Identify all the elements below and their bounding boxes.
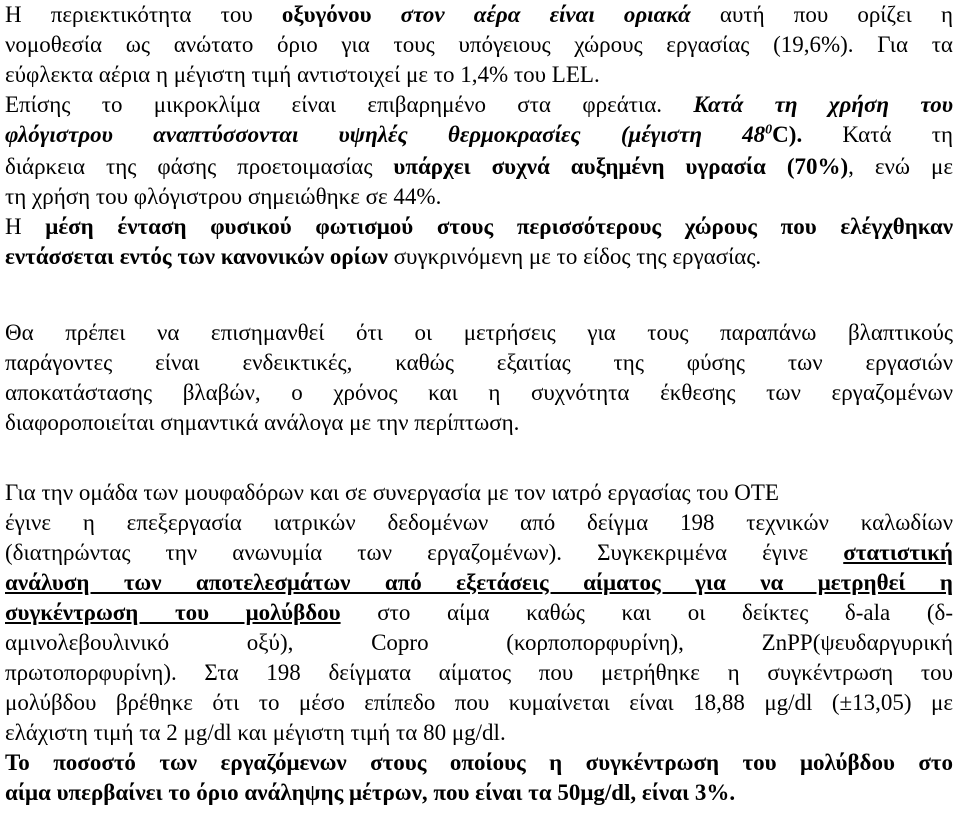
- text-line: [5, 658, 953, 688]
- text-segment: φλόγιστρου αναπτύσσονται υψηλές θερμοκρασίες (μέγιστη 48: [5, 122, 766, 147]
- text-segment: [372, 2, 401, 27]
- superscript: 0: [765, 122, 773, 138]
- text-line: [5, 538, 953, 568]
- text-segment: μέση ένταση φυσικού φωτισμού στους περισσότερους χώρους που ελέγχθηκαν: [45, 214, 953, 239]
- text-segment: νομοθεσία ως ανώτατο όριο για τους υπόγειους χώρους εργασίας (19,6%). Για τα: [5, 32, 953, 57]
- text-line: [5, 478, 953, 508]
- text-segment: πρωτοπορφυρίνη). Στα 198 δείγματα αίματος που μετρήθηκε η συγκέντρωση του: [5, 660, 953, 685]
- text-segment: αίμα υπερβαίνει το όριο ανάληψης μέτρων, που είναι τα 50μg/dl, είναι 3%.: [5, 780, 736, 805]
- text-line: [5, 90, 953, 120]
- text-segment: ανάλυση των αποτελεσμάτων από εξετάσεις αίματος για να μετρηθεί η: [5, 570, 953, 595]
- text-line: [5, 778, 953, 808]
- text-segment: παράγοντες είναι ενδεικτικές, καθώς εξαιτίας της φύσης των εργασιών: [5, 350, 953, 375]
- text-line: [5, 348, 953, 378]
- text-segment: εύφλεκτα αέρια η μέγιστη τιμή αντιστοιχεί με το 1,4% του LEL.: [5, 62, 600, 87]
- text-segment: στον αέρα είναι οριακά: [400, 2, 691, 27]
- text-segment: μολύβδου βρέθηκε ότι το μέσο επίπεδο που κυμαίνεται είναι 18,88 μg/dl (±13,05) με: [5, 690, 953, 715]
- text-segment: ελάχιστη τιμή τα 2 μg/dl και μέγιστη τιμή τα 80 μg/dl.: [5, 720, 506, 745]
- text-segment: Για την ομάδα των μουφαδόρων και σε συνεργασία με τον ιατρό εργασίας του ΟΤΕ: [5, 480, 779, 505]
- text-segment: Η: [5, 214, 46, 239]
- text-segment: Το ποσοστό των εργαζόμενων στους οποίους η συγκέντρωση του μολύβδου στο: [5, 750, 953, 775]
- text-segment: διαφοροποιείται σημαντικά ανάλογα με την περίπτωση.: [5, 410, 520, 435]
- text-segment: Η περιεκτικότητα του: [5, 2, 282, 27]
- text-line: [5, 408, 953, 438]
- text-line: [5, 0, 953, 30]
- text-segment: στατιστική: [843, 540, 953, 565]
- text-segment: συγκέντρωση του μολύβδου: [5, 600, 341, 625]
- text-segment: αυτή που ορίζει η: [690, 2, 953, 27]
- text-segment: Κατά τη: [802, 122, 954, 147]
- text-segment: αποκατάστασης βλαβών, ο χρόνος και η συχνότητα έκθεσης των εργαζομένων: [5, 380, 953, 405]
- text-segment: Θα πρέπει να επισημανθεί ότι οι μετρήσεις για τους παραπάνω βλαπτικούς: [5, 320, 953, 345]
- text-line: [5, 718, 953, 748]
- text-segment: οξυγόνου: [281, 2, 372, 27]
- text-line: [5, 318, 953, 348]
- text-segment: στο αίμα καθώς και οι δείκτες δ-ala (δ-: [340, 600, 953, 625]
- text-line: [5, 242, 953, 272]
- text-line: [5, 568, 953, 598]
- text-line: [5, 30, 953, 60]
- text-segment: τη χρήση του φλόγιστρου σημειώθηκε σε 44%.: [5, 184, 442, 209]
- text-line: [5, 628, 953, 658]
- text-line: [5, 60, 953, 90]
- text-line: [5, 748, 953, 778]
- text-line: [5, 152, 953, 182]
- text-segment: έγινε η επεξεργασία ιατρικών δεδομένων από δείγμα 198 τεχνικών καλωδίων: [5, 510, 953, 535]
- text-segment: Επίσης το μικροκλίμα είναι επιβαρημένο στα φρεάτια.: [5, 92, 694, 117]
- text-line: [5, 508, 953, 538]
- text-segment: διάρκεια της φάσης προετοιμασίας: [5, 154, 394, 179]
- text-segment: Κατά τη χρήση του: [693, 92, 953, 117]
- text-segment: συγκρινόμενη με το είδος της εργασίας.: [387, 244, 762, 269]
- text-segment: αμινολεβουλινικό οξύ), Copro (κορποπορφυρίνη), ZnPP(ψευδαργυρική: [5, 630, 953, 655]
- text-line: [5, 212, 953, 242]
- text-line: [5, 378, 953, 408]
- text-line: [5, 120, 953, 150]
- text-segment: υπάρχει συχνά αυξημένη υγρασία (70%): [393, 154, 849, 179]
- text-line: [5, 688, 953, 718]
- text-segment: (διατηρώντας την ανωνυμία των εργαζομένων). Συγκεκριμένα έγινε: [5, 540, 844, 565]
- text-segment: , ενώ με: [848, 154, 953, 179]
- text-line: [5, 598, 953, 628]
- text-segment: εντάσσεται εντός των κανονικών ορίων: [5, 244, 388, 269]
- text-segment: C).: [772, 122, 803, 147]
- text-line: [5, 182, 953, 212]
